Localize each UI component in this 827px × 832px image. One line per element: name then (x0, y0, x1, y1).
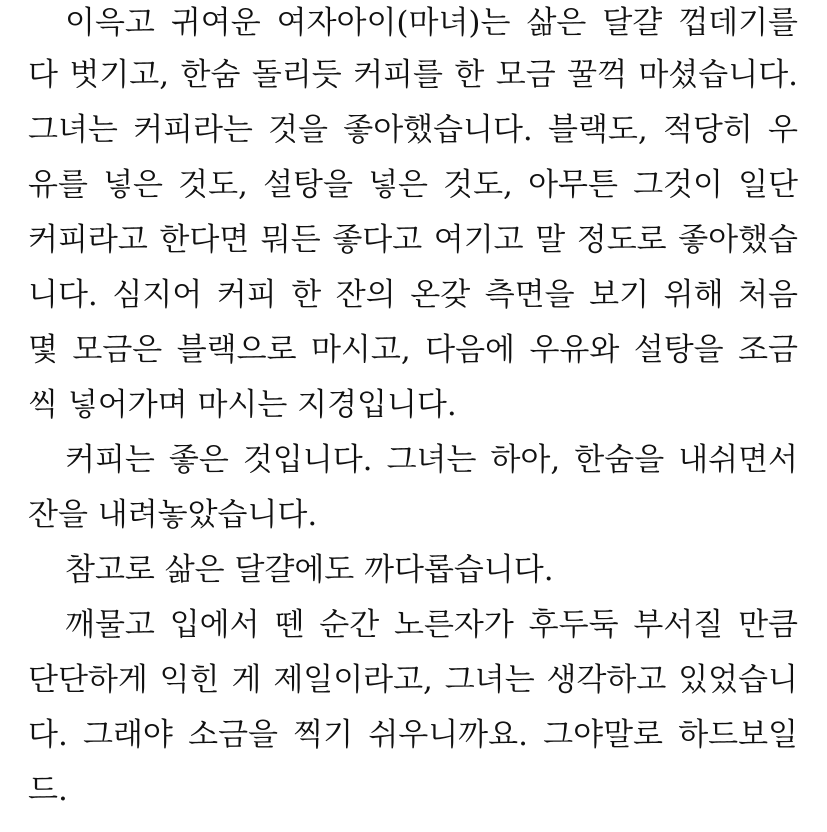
paragraph-line: 유를 넣은 것도, 설탕을 넣은 것도, 아무튼 그것이 일단 (28, 167, 798, 203)
paragraph-line: 커피는 좋은 것입니다. 그녀는 하아, 한숨을 내쉬면서 (65, 442, 798, 478)
paragraph-line: 커피라고 한다면 뭐든 좋다고 여기고 말 정도로 좋아했습 (28, 222, 798, 258)
paragraph-line: 몇 모금은 블랙으로 마시고, 다음에 우유와 설탕을 조금 (28, 332, 798, 368)
paragraph-line: 드. (28, 772, 68, 808)
paragraph-line: 깨물고 입에서 뗀 순간 노른자가 후두둑 부서질 만큼 (65, 607, 798, 643)
paragraph-line: 잔을 내려놓았습니다. (28, 497, 318, 533)
paragraph-line: 참고로 삶은 달걀에도 까다롭습니다. (65, 552, 554, 588)
paragraph-line: 단단하게 익힌 게 제일이라고, 그녀는 생각하고 있었습니 (28, 662, 798, 698)
paragraph-line: 그녀는 커피라는 것을 좋아했습니다. 블랙도, 적당히 우 (28, 112, 798, 148)
paragraph-line: 다 벗기고, 한숨 돌리듯 커피를 한 모금 꿀꺽 마셨습니다. (28, 57, 798, 93)
paragraph-line: 다. 그래야 소금을 찍기 쉬우니까요. 그야말로 하드보일 (28, 717, 798, 753)
paragraph-line: 씩 넣어가며 마시는 지경입니다. (28, 387, 457, 423)
paragraph-line: 이윽고 귀여운 여자아이(마녀)는 삶은 달걀 껍데기를 (65, 5, 798, 41)
paragraph-line: 니다. 심지어 커피 한 잔의 온갖 측면을 보기 위해 처음 (28, 277, 798, 313)
